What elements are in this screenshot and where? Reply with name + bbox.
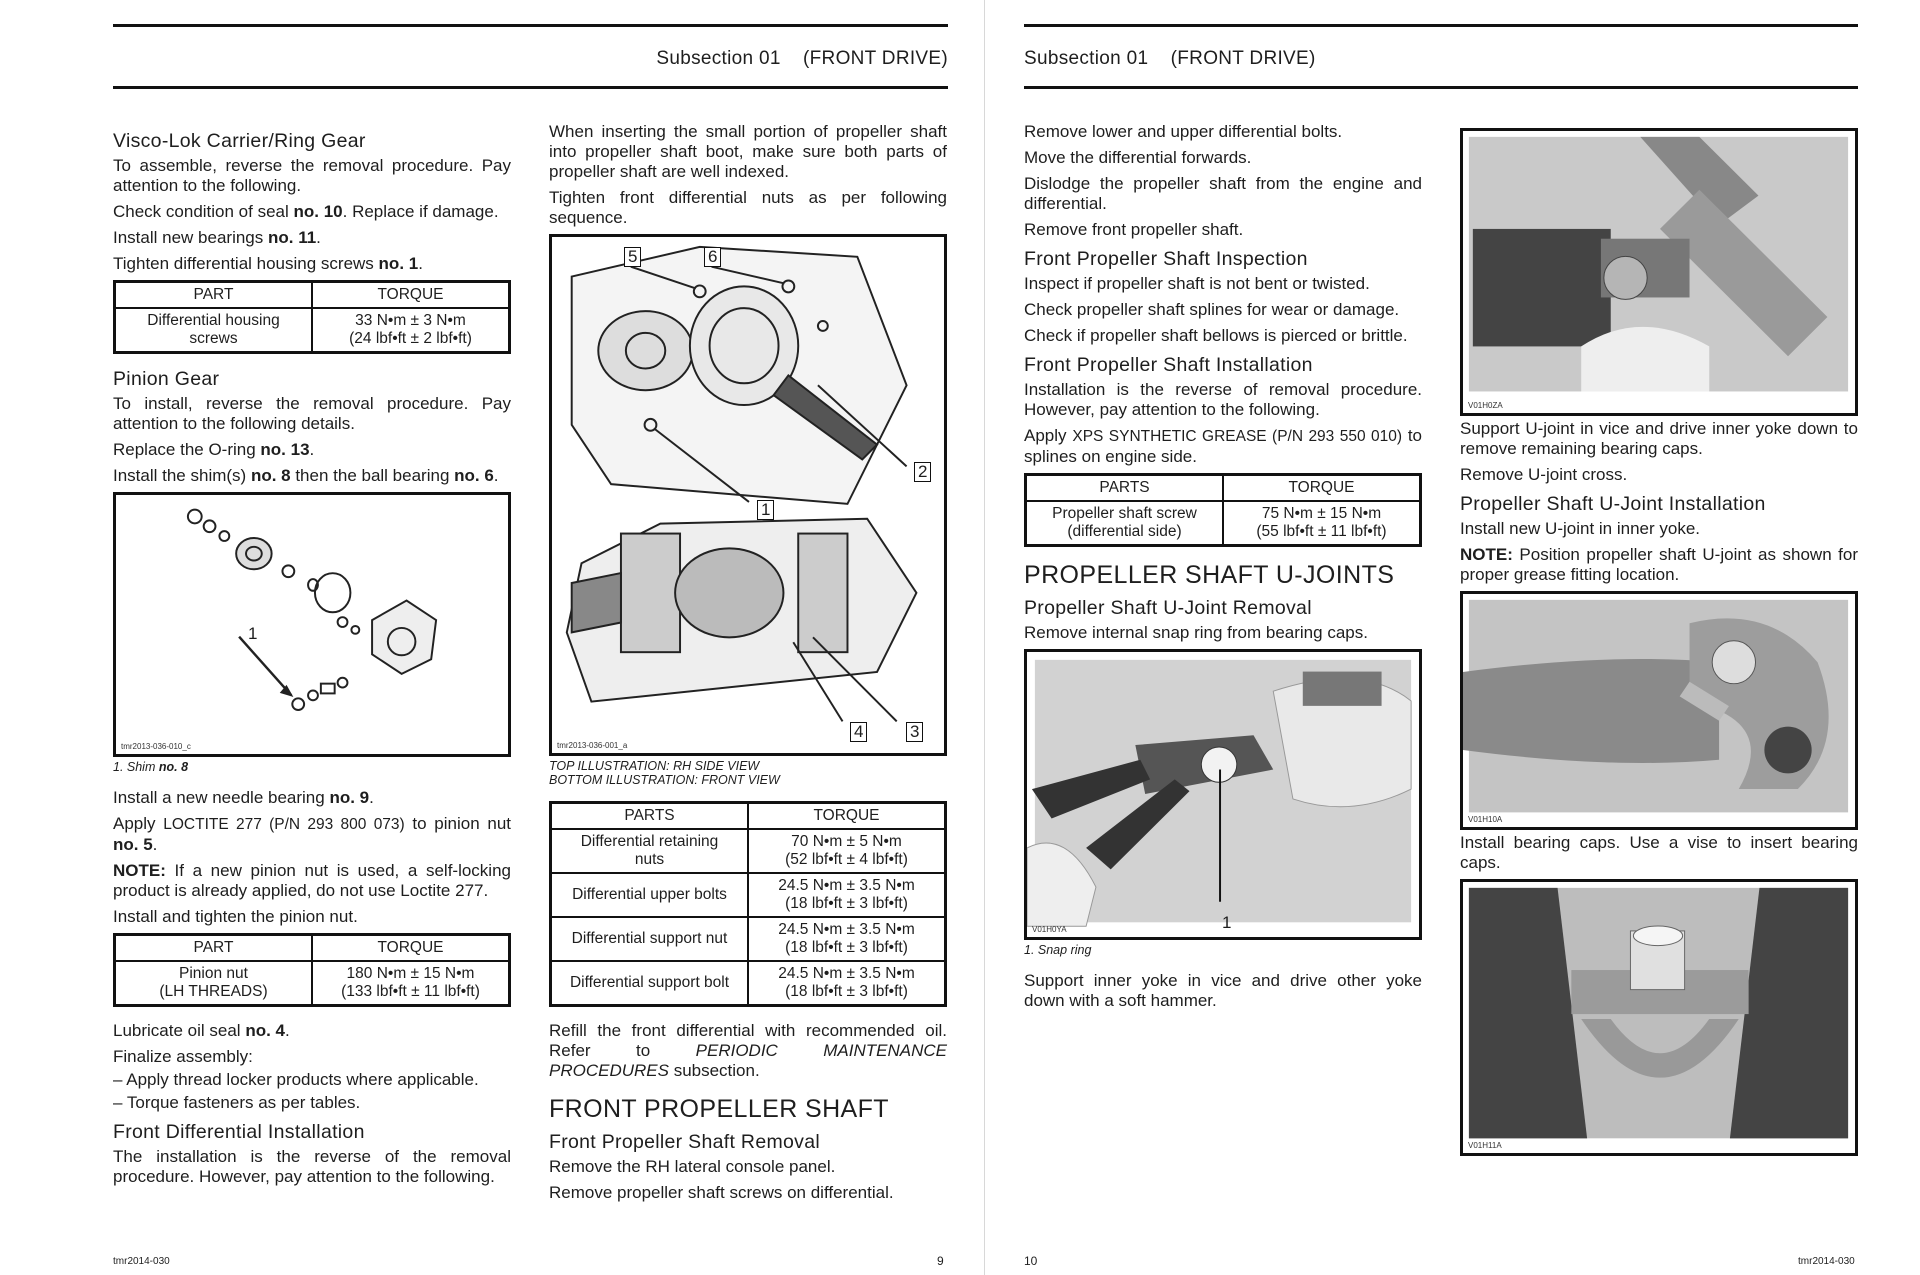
table-row — [551, 829, 946, 873]
paragraph — [113, 394, 511, 434]
hammer-artwork — [1463, 131, 1855, 413]
paragraph — [549, 1157, 947, 1177]
text-run: Check condition of seal — [113, 202, 294, 221]
text-run: To install, reverse the removal procedure. Pay attention to the following details. — [113, 394, 511, 433]
paragraph — [549, 188, 947, 228]
cross-reference: PERIODIC MAINTENANCE PROCEDURES — [549, 1041, 947, 1080]
callout-number: 2 — [914, 462, 931, 482]
text-run: The installation is the reverse of the removal procedure. However, pay attention to the following. — [113, 1147, 511, 1186]
torque-table — [1024, 473, 1422, 547]
text-run: . — [284, 1021, 290, 1040]
right-page-column-2 — [1460, 122, 1858, 1159]
table-row — [115, 961, 510, 1006]
paragraph — [113, 202, 511, 222]
torque-cell: 70 N•m ± 5 N•m (52 lbf•ft ± 4 lbf•ft) — [748, 829, 946, 873]
torque-cell: 24.5 N•m ± 3.5 N•m (18 lbf•ft ± 3 lbf•ft) — [748, 873, 946, 917]
paragraph — [113, 254, 511, 274]
caption-line: TOP ILLUSTRATION: RH SIDE VIEW — [549, 759, 760, 773]
reference-number: no. 4 — [245, 1021, 285, 1040]
part-cell: Differential retaining nuts — [551, 829, 749, 873]
table-header-row — [551, 803, 946, 830]
callout-number: 5 — [624, 247, 641, 267]
exploded-artwork — [116, 495, 508, 754]
callout-number: 3 — [906, 722, 923, 742]
text-run: subsection. — [668, 1061, 760, 1080]
paragraph — [1024, 220, 1422, 240]
paragraph — [1460, 465, 1858, 485]
text-run: Tighten differential housing screws — [113, 254, 379, 273]
paragraph — [113, 814, 511, 855]
text-run: Tighten front differential nuts as per following sequence. — [549, 188, 947, 227]
reference-number: no. 1 — [378, 254, 419, 273]
table-header-row — [1026, 475, 1421, 502]
text-run: Refill the front differential with recommended oil. Refer to — [549, 1021, 947, 1060]
column-header: TORQUE — [312, 935, 510, 962]
reference-number: no. 13 — [260, 440, 310, 459]
text-run: Inspect if propeller shaft is not bent or twisted. — [1024, 274, 1370, 293]
text-run: Install and tighten the pinion nut. — [113, 907, 358, 926]
text-run: Check propeller shaft splines for wear or damage. — [1024, 300, 1400, 319]
section-heading: FRONT PROPELLER SHAFT — [549, 1095, 889, 1123]
product-name: XPS SYNTHETIC GREASE (P/N 293 550 010) — [1072, 428, 1402, 445]
paragraph — [113, 440, 511, 460]
torque-cell: 33 N•m ± 3 N•m (24 lbf•ft ± 2 lbf•ft) — [312, 308, 510, 353]
torque-cell: 24.5 N•m ± 3.5 N•m (18 lbf•ft ± 3 lbf•ft) — [748, 961, 946, 1006]
text-run: Install new U-joint in inner yoke. — [1460, 519, 1701, 538]
text-run: Remove lower and upper differential bolts. — [1024, 122, 1343, 141]
part-cell: Differential support nut — [551, 917, 749, 961]
reference-number: NOTE: — [113, 861, 166, 880]
vise-artwork — [1463, 882, 1855, 1153]
paragraph — [113, 466, 511, 486]
figure-code: V01H10A — [1468, 815, 1503, 824]
figure-code: V01H0ZA — [1468, 401, 1503, 410]
column-header: PART — [115, 282, 313, 309]
reference-number: no. 9 — [329, 788, 370, 807]
paragraph — [1024, 426, 1422, 467]
column-header: TORQUE — [748, 803, 946, 830]
column-header: TORQUE — [1223, 475, 1421, 502]
figure-caption — [549, 759, 947, 787]
figure-code: tmr2013-036-001_a — [557, 741, 628, 750]
callout-number: 4 — [850, 722, 867, 742]
subsection-heading: Propeller Shaft U-Joint Removal — [1024, 597, 1312, 619]
paragraph — [113, 1093, 511, 1113]
text-run: Installation is the reverse of removal procedure. However, pay attention to the following. — [1024, 380, 1422, 419]
paragraph — [113, 228, 511, 248]
paragraph — [1024, 380, 1422, 420]
figure-code: V01H11A — [1468, 1141, 1502, 1150]
figure-caption — [1024, 943, 1422, 957]
subsection-heading: Front Propeller Shaft Removal — [549, 1131, 820, 1153]
paragraph — [113, 1070, 511, 1090]
column-header: PART — [115, 935, 313, 962]
column-header: PARTS — [551, 803, 749, 830]
photo-figure — [1460, 591, 1858, 830]
text-run: – Apply thread locker products where applicable. — [113, 1070, 479, 1089]
text-run: If a new pinion nut is used, a self-locking product is already applied, do not use Loctite 277. — [113, 861, 511, 900]
paragraph — [1024, 326, 1422, 346]
text-run: Finalize assembly: — [113, 1047, 253, 1066]
header-rule-bottom-right — [1024, 86, 1858, 89]
subsection-heading: Front Differential Installation — [113, 1121, 365, 1143]
photo-figure — [1460, 879, 1858, 1156]
paragraph — [1460, 419, 1858, 459]
subsection-heading: Front Propeller Shaft Installation — [1024, 354, 1313, 376]
text-run: . — [309, 440, 315, 459]
text-run: . — [316, 228, 321, 247]
text-run: Remove the RH lateral console panel. — [549, 1157, 836, 1176]
footer-doc-code-right: tmr2014-030 — [1798, 1256, 1855, 1267]
reference-number: no. 6 — [454, 466, 494, 485]
part-cell: Differential support bolt — [551, 961, 749, 1006]
text-run: Install bearing caps. Use a vise to insert bearing caps. — [1460, 833, 1858, 872]
photo-figure — [1460, 128, 1858, 416]
text-run: Replace the O-ring — [113, 440, 261, 459]
right-page-column-1 — [1024, 122, 1422, 1017]
paragraph — [1024, 122, 1422, 142]
photo-figure — [1024, 649, 1422, 940]
callout-number: 1 — [757, 500, 774, 520]
part-cell: Differential housing screws — [115, 308, 313, 353]
text-run: then the ball bearing — [290, 466, 455, 485]
reference-number: no. 11 — [267, 228, 317, 247]
table-row — [551, 873, 946, 917]
text-run: Apply — [1024, 426, 1073, 445]
reference-number: NOTE: — [1460, 545, 1513, 564]
text-run: Remove front propeller shaft. — [1024, 220, 1244, 239]
paragraph — [1460, 833, 1858, 873]
text-run: to pinion nut — [404, 814, 512, 833]
text-run: . — [418, 254, 423, 273]
paragraph — [113, 1021, 511, 1041]
left-page-column-2 — [549, 122, 947, 1209]
text-run: Install the shim(s) — [113, 466, 251, 485]
product-name: LOCTITE 277 (P/N 293 800 073) — [163, 816, 405, 833]
paragraph — [549, 1021, 947, 1081]
paragraph — [113, 907, 511, 927]
page-number-right: 10 — [1024, 1254, 1038, 1268]
table-row — [551, 961, 946, 1006]
paragraph — [1024, 148, 1422, 168]
text-run: Move the differential forwards. — [1024, 148, 1252, 167]
paragraph — [113, 1047, 511, 1067]
paragraph — [113, 156, 511, 196]
text-run: Remove propeller shaft screws on differential. — [549, 1183, 894, 1202]
figure-caption — [113, 760, 511, 774]
table-header-row — [115, 935, 510, 962]
header-rule-top-left — [113, 24, 948, 27]
text-run: to splines on engine side. — [1024, 426, 1423, 466]
text-run: 1. Shim — [113, 760, 159, 774]
paragraph — [1024, 623, 1422, 643]
paragraph — [1024, 174, 1422, 214]
torque-cell: 75 N•m ± 15 N•m (55 lbf•ft ± 11 lbf•ft) — [1223, 501, 1421, 546]
paragraph — [1460, 519, 1858, 539]
figure-code: V01H0YA — [1032, 925, 1067, 934]
paragraph — [113, 788, 511, 808]
reference-number: no. 10 — [293, 202, 343, 221]
text-run: To assemble, reverse the removal procedure. Pay attention to the following. — [113, 156, 511, 195]
running-header-right: Subsection 01 (FRONT DRIVE) — [1024, 48, 1316, 69]
table-row — [1026, 501, 1421, 546]
callout-number: 1 — [1222, 913, 1232, 932]
torque-table — [113, 280, 511, 354]
part-cell: Propeller shaft screw (differential side) — [1026, 501, 1224, 546]
text-run: Remove U-joint cross. — [1460, 465, 1628, 484]
text-run: Install new bearings — [113, 228, 268, 247]
reference-number: no. 8 — [250, 466, 291, 485]
reference-number: no. 5 — [113, 835, 153, 854]
header-rule-top-right — [1024, 24, 1858, 27]
paragraph — [549, 122, 947, 182]
callout-number: 6 — [704, 247, 721, 267]
footer-doc-code-left: tmr2014-030 — [113, 1256, 170, 1267]
text-run: 1. Snap ring — [1024, 943, 1092, 957]
column-header: TORQUE — [312, 282, 510, 309]
text-run: – Torque fasteners as per tables. — [113, 1093, 361, 1112]
note-paragraph — [113, 861, 511, 901]
diff-artwork — [552, 237, 944, 753]
text-run: Support inner yoke in vice and drive other yoke down with a soft hammer. — [1024, 971, 1422, 1010]
figure-code: tmr2013-036-010_c — [121, 742, 191, 751]
table-row — [115, 308, 510, 353]
text-run: Remove internal snap ring from bearing caps. — [1024, 623, 1368, 642]
table-row — [551, 917, 946, 961]
text-run: Position propeller shaft U-joint as shown for proper grease fitting location. — [1460, 545, 1858, 584]
callout-number: 1 — [248, 624, 258, 643]
text-run: . — [493, 466, 499, 485]
text-run: Apply — [113, 814, 164, 833]
torque-table — [113, 933, 511, 1007]
paragraph — [113, 1147, 511, 1187]
table-header-row — [115, 282, 510, 309]
torque-cell: 180 N•m ± 15 N•m (133 lbf•ft ± 11 lbf•ft) — [312, 961, 510, 1006]
subsection-heading: Visco-Lok Carrier/Ring Gear — [113, 130, 366, 152]
text-run: Lubricate oil seal — [113, 1021, 246, 1040]
text-run: Dislodge the propeller shaft from the engine and differential. — [1024, 174, 1422, 213]
text-run: Install a new needle bearing — [113, 788, 330, 807]
torque-table — [549, 801, 947, 1007]
yoke-artwork — [1463, 594, 1855, 827]
page-spread-divider — [984, 0, 985, 1275]
caption-line: BOTTOM ILLUSTRATION: FRONT VIEW — [549, 773, 780, 787]
left-page-column-1 — [113, 122, 511, 1193]
pliers-artwork — [1027, 652, 1419, 937]
header-rule-bottom-left — [113, 86, 948, 89]
section-heading: PROPELLER SHAFT U-JOINTS — [1024, 561, 1395, 589]
illustration-figure — [549, 234, 947, 756]
text-run: . — [369, 788, 374, 807]
text-run: . — [152, 835, 158, 854]
text-run: Check if propeller shaft bellows is pierced or brittle. — [1024, 326, 1408, 345]
reference-number: no. 8 — [158, 760, 189, 774]
illustration-figure — [113, 492, 511, 757]
part-cell: Differential upper bolts — [551, 873, 749, 917]
paragraph — [1024, 300, 1422, 320]
subsection-heading: Pinion Gear — [113, 368, 220, 390]
note-paragraph — [1460, 545, 1858, 585]
subsection-heading: Propeller Shaft U-Joint Installation — [1460, 493, 1766, 515]
torque-cell: 24.5 N•m ± 3.5 N•m (18 lbf•ft ± 3 lbf•ft) — [748, 917, 946, 961]
text-run: . Replace if damage. — [342, 202, 499, 221]
column-header: PARTS — [1026, 475, 1224, 502]
page-number-left: 9 — [937, 1254, 944, 1268]
paragraph — [1024, 274, 1422, 294]
paragraph — [1024, 971, 1422, 1011]
part-cell: Pinion nut (LH THREADS) — [115, 961, 313, 1006]
paragraph — [549, 1183, 947, 1203]
subsection-heading: Front Propeller Shaft Inspection — [1024, 248, 1308, 270]
text-run: Support U-joint in vice and drive inner yoke down to remove remaining bearing caps. — [1460, 419, 1858, 458]
text-run: When inserting the small portion of propeller shaft into propeller shaft boot, make sure both parts of propeller shaft are well indexed. — [549, 122, 947, 181]
running-header-left: Subsection 01 (FRONT DRIVE) — [656, 48, 948, 69]
